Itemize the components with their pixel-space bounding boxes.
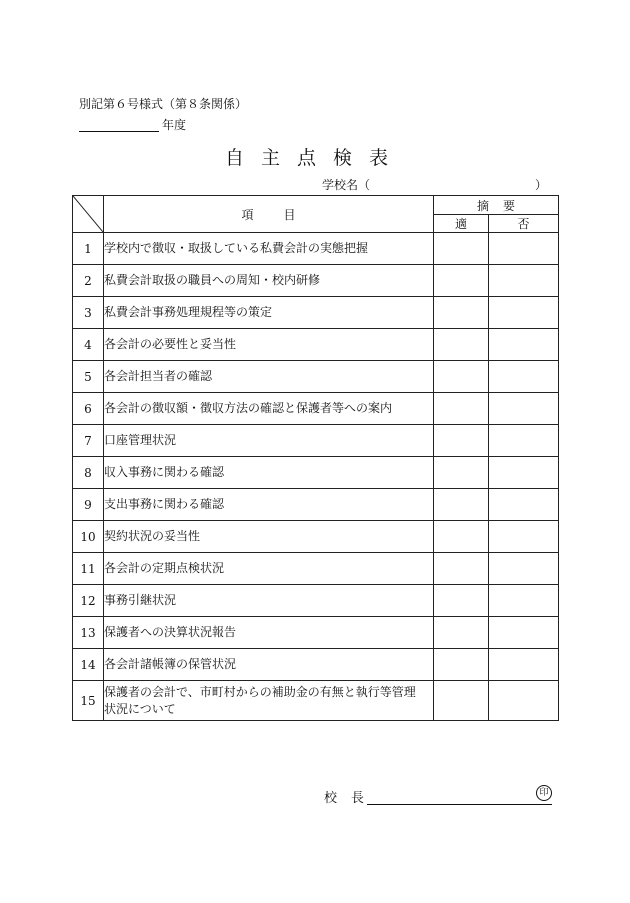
ng-cell[interactable] <box>489 553 559 585</box>
table-row <box>73 393 559 425</box>
fiscal-year-label: 年度 <box>162 118 187 132</box>
row-item: 各会計の必要性と妥当性 <box>104 329 434 361</box>
seal-mark: 印 <box>536 785 552 801</box>
ok-cell[interactable] <box>434 425 489 457</box>
table-row <box>73 681 559 721</box>
table-row <box>73 265 559 297</box>
row-number: 13 <box>73 617 104 649</box>
row-number: 8 <box>73 457 104 489</box>
ok-cell[interactable] <box>434 617 489 649</box>
row-item: 各会計担当者の確認 <box>104 361 434 393</box>
ng-cell[interactable] <box>489 617 559 649</box>
row-number: 1 <box>73 233 104 265</box>
table-row <box>73 425 559 457</box>
item-header: 項目 <box>104 196 434 233</box>
row-number: 6 <box>73 393 104 425</box>
ok-cell[interactable] <box>434 521 489 553</box>
ok-cell[interactable] <box>434 233 489 265</box>
school-name-field <box>322 176 547 193</box>
ng-header: 否 <box>489 215 559 233</box>
row-number: 14 <box>73 649 104 681</box>
row-item <box>104 681 434 721</box>
checklist-table <box>72 195 559 721</box>
row-item: 各会計諸帳簿の保管状況 <box>104 649 434 681</box>
row-item: 私費会計事務処理規程等の策定 <box>104 297 434 329</box>
table-row <box>73 361 559 393</box>
row-number: 4 <box>73 329 104 361</box>
ng-cell[interactable] <box>489 489 559 521</box>
ng-cell[interactable] <box>489 649 559 681</box>
table-row <box>73 233 559 265</box>
signature-line <box>367 804 552 805</box>
row-item: 各会計の徴収額・徴収方法の確認と保護者等への案内 <box>104 393 434 425</box>
row-item: 契約状況の妥当性 <box>104 521 434 553</box>
ok-cell[interactable] <box>434 649 489 681</box>
ng-cell[interactable] <box>489 361 559 393</box>
page-title: 自主点検表 <box>224 147 405 169</box>
ng-cell[interactable] <box>489 233 559 265</box>
ng-cell[interactable] <box>489 297 559 329</box>
row-number: 3 <box>73 297 104 329</box>
ng-cell[interactable] <box>489 521 559 553</box>
table-row <box>73 521 559 553</box>
ok-cell[interactable] <box>434 553 489 585</box>
ok-cell[interactable] <box>434 489 489 521</box>
form-note: 別記第６号様式（第８条関係） <box>79 97 248 111</box>
row-number: 7 <box>73 425 104 457</box>
row-item: 口座管理状況 <box>104 425 434 457</box>
table-row <box>73 489 559 521</box>
row-number: 11 <box>73 553 104 585</box>
row-number: 9 <box>73 489 104 521</box>
fiscal-year-blank-line <box>79 131 159 132</box>
ng-cell[interactable] <box>489 265 559 297</box>
ng-cell[interactable] <box>489 585 559 617</box>
table-row <box>73 457 559 489</box>
school-name-close-paren: ） <box>534 178 547 192</box>
row-item: 各会計の定期点検状況 <box>104 553 434 585</box>
table-row <box>73 553 559 585</box>
row-item-line2: 状況について <box>104 701 176 716</box>
row-item-line1: 保護者の会計で、市町村からの補助金の有無と執行等管理 <box>104 684 416 699</box>
ng-cell[interactable] <box>489 681 559 721</box>
diagonal-corner-cell <box>73 196 104 233</box>
remarks-header: 摘要 <box>434 196 559 215</box>
row-number: 5 <box>73 361 104 393</box>
row-number: 2 <box>73 265 104 297</box>
table-row <box>73 329 559 361</box>
ok-header: 適 <box>434 215 489 233</box>
table-row <box>73 297 559 329</box>
row-item: 事務引継状況 <box>104 585 434 617</box>
row-number: 12 <box>73 585 104 617</box>
ng-cell[interactable] <box>489 457 559 489</box>
ok-cell[interactable] <box>434 329 489 361</box>
ng-cell[interactable] <box>489 329 559 361</box>
ok-cell[interactable] <box>434 393 489 425</box>
ok-cell[interactable] <box>434 361 489 393</box>
row-number: 15 <box>73 681 104 721</box>
ok-cell[interactable] <box>434 457 489 489</box>
row-item: 私費会計取扱の職員への周知・校内研修 <box>104 265 434 297</box>
table-row <box>73 585 559 617</box>
ng-cell[interactable] <box>489 425 559 457</box>
ok-cell[interactable] <box>434 585 489 617</box>
table-row <box>73 617 559 649</box>
row-item: 保護者への決算状況報告 <box>104 617 434 649</box>
row-item: 学校内で徴収・取扱している私費会計の実態把握 <box>104 233 434 265</box>
principal-signature <box>324 787 552 806</box>
school-name-label: 学校名（ <box>322 178 371 192</box>
diagonal-line <box>73 196 103 232</box>
ok-cell[interactable] <box>434 265 489 297</box>
ok-cell[interactable] <box>434 681 489 721</box>
principal-label: 校長 <box>324 791 379 806</box>
ok-cell[interactable] <box>434 297 489 329</box>
row-number: 10 <box>73 521 104 553</box>
ng-cell[interactable] <box>489 393 559 425</box>
table-row <box>73 649 559 681</box>
row-item: 支出事務に関わる確認 <box>104 489 434 521</box>
row-item: 収入事務に関わる確認 <box>104 457 434 489</box>
